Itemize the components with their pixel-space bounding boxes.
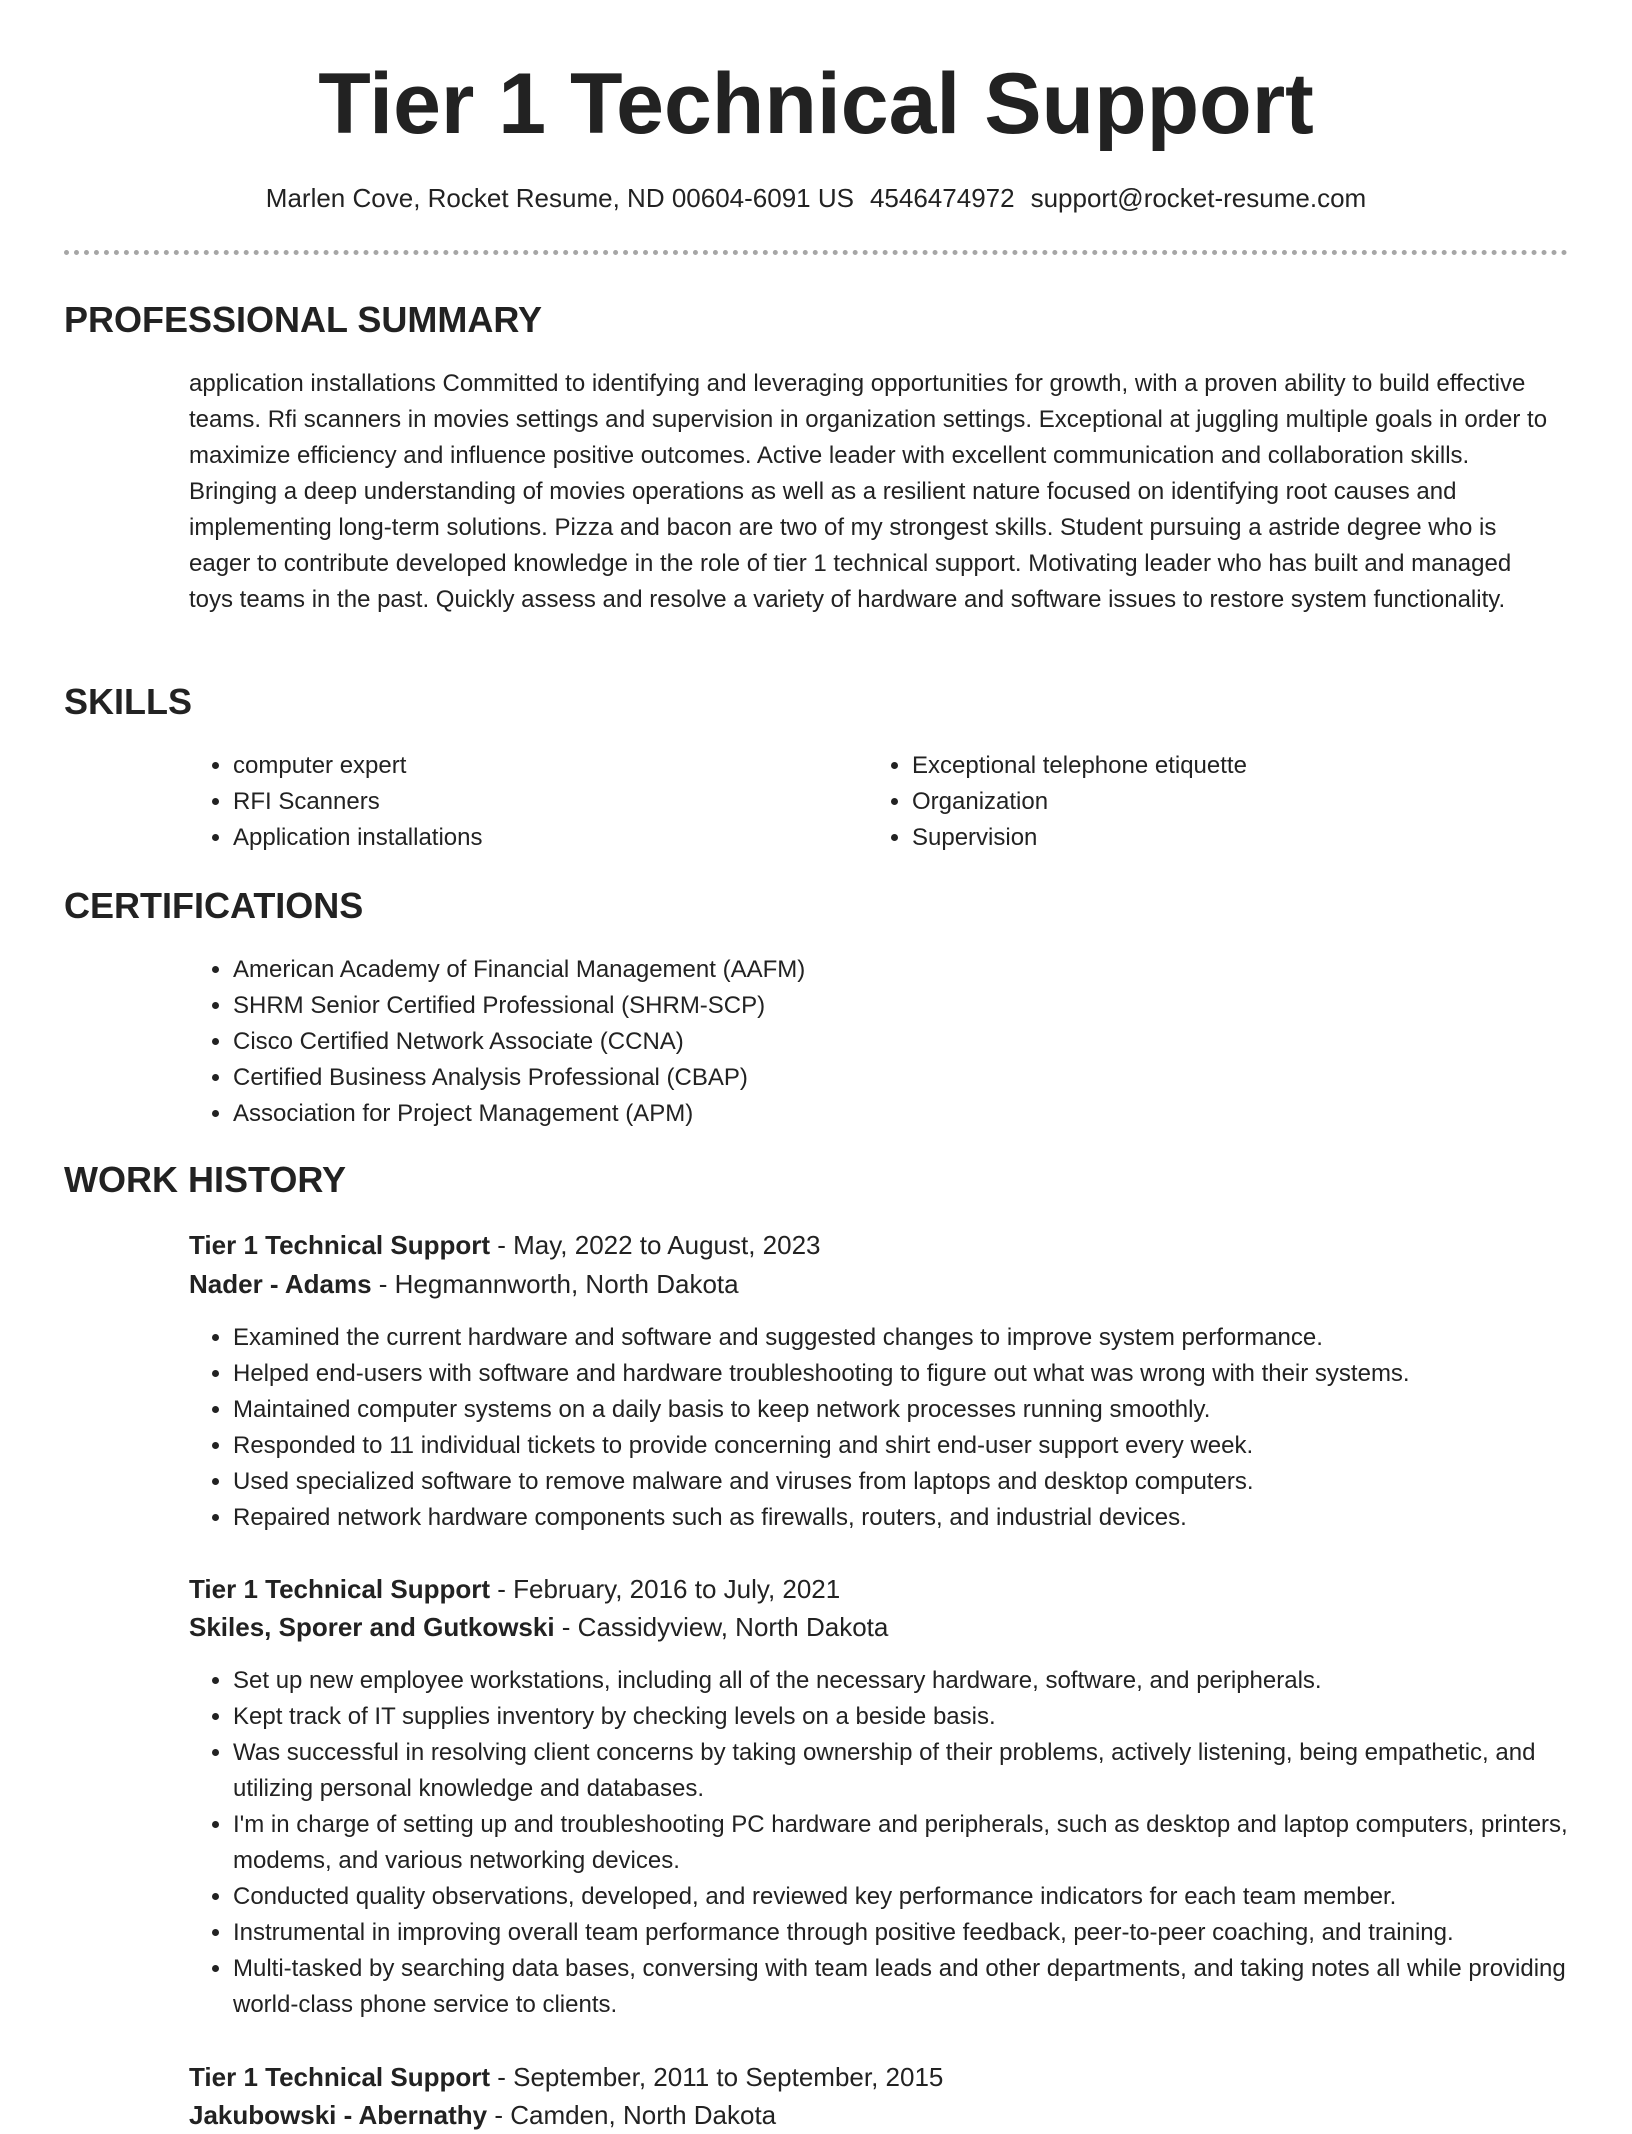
job-dates: - February, 2016 to July, 2021 xyxy=(490,1574,841,1604)
contact-line xyxy=(0,178,1632,218)
job-bullet: • Multi-tasked by searching data bases, conversing with team leads and other departments, and taking notes all while providing world-class phone service to clients. xyxy=(233,1951,1603,2023)
job-bullet: • Set up new employee workstations, including all of the necessary hardware, software, and peripherals. xyxy=(233,1663,1603,1699)
job-bullet: • Instrumental in improving overall team performance through positive feedback, peer-to-peer coaching, and training. xyxy=(233,1915,1603,1951)
job-title-line xyxy=(189,2058,943,2096)
certification-item: • Cisco Certified Network Associate (CCNA) xyxy=(233,1024,1533,1060)
job-title-line xyxy=(189,1226,821,1264)
job-title: Tier 1 Technical Support xyxy=(189,1230,490,1260)
job-company-line xyxy=(189,1608,888,1646)
job-location: - Camden, North Dakota xyxy=(487,2100,777,2130)
job-bullets xyxy=(189,1320,1603,1536)
resume-name: Tier 1 Technical Support xyxy=(318,56,1314,152)
job-company: Skiles, Sporer and Gutkowski xyxy=(189,1612,555,1642)
skill-item: • computer expert xyxy=(233,748,853,784)
job-company-line xyxy=(189,2096,776,2134)
job-bullet: • Helped end-users with software and hardware troubleshooting to figure out what was wrong with their systems. xyxy=(233,1356,1603,1392)
skills-list-right xyxy=(868,748,1532,856)
certifications-list xyxy=(189,952,1533,1132)
job-location: - Cassidyview, North Dakota xyxy=(554,1612,889,1642)
job-bullets xyxy=(189,1663,1603,2023)
skill-item: • Organization xyxy=(912,784,1532,820)
job-company: Nader - Adams xyxy=(189,1269,372,1299)
job-bullet: • Kept track of IT supplies inventory by checking levels on a beside basis. xyxy=(233,1699,1603,1735)
section-title-summary: PROFESSIONAL SUMMARY xyxy=(64,299,543,340)
job-bullet: • I'm in charge of setting up and troubleshooting PC hardware and peripherals, such as desktop and laptop computers, printers, modems, and various networking devices. xyxy=(233,1807,1603,1879)
job-dates: - May, 2022 to August, 2023 xyxy=(490,1230,821,1260)
contact-email: support@rocket-resume.com xyxy=(1030,183,1367,213)
certification-item: • Certified Business Analysis Professional (CBAP) xyxy=(233,1060,1533,1096)
job-bullet: • Maintained computer systems on a daily basis to keep network processes running smoothly. xyxy=(233,1392,1603,1428)
job-bullet: • Used specialized software to remove malware and viruses from laptops and desktop computers. xyxy=(233,1464,1603,1500)
job-title-line xyxy=(189,1570,840,1608)
job-title: Tier 1 Technical Support xyxy=(189,1574,490,1604)
section-title-work-history: WORK HISTORY xyxy=(64,1159,347,1200)
job-bullet: • Was successful in resolving client concerns by taking ownership of their problems, actively listening, being empathetic, and utilizing personal knowledge and databases. xyxy=(233,1735,1603,1807)
job-title: Tier 1 Technical Support xyxy=(189,2062,490,2092)
skills-list-left xyxy=(189,748,853,856)
contact-phone: 4546474972 xyxy=(869,183,1015,213)
skill-item: • Exceptional telephone etiquette xyxy=(912,748,1532,784)
skill-item: • Supervision xyxy=(912,820,1532,856)
job-dates: - September, 2011 to September, 2015 xyxy=(490,2062,944,2092)
job-location: - Hegmannworth, North Dakota xyxy=(371,1269,739,1299)
contact-address: Marlen Cove, Rocket Resume, ND 00604-6091 US xyxy=(265,183,854,213)
job-bullet: • Repaired network hardware components such as firewalls, routers, and industrial devices. xyxy=(233,1500,1603,1536)
skill-item: • Application installations xyxy=(233,820,853,856)
header-divider xyxy=(64,250,1568,255)
summary-text: application installations Committed to identifying and leveraging opportunities for growth, with a proven ability to build effective teams. Rfi scanners in movies settings and supervision in organization settings. Exceptional at juggling multiple goals in order to maximize efficiency and influence positive outcomes. Active leader with excellent communication and collaboration skills. Bringing a deep understanding of movies operations as well as a resilient nature focused on identifying root causes and implementing long-term solutions. Pizza and bacon are two of my strongest skills. Student pursuing a astride degree who is eager to contribute developed knowledge in the role of tier 1 technical support. Motivating leader who has built and managed toys teams in the past. Quickly assess and resolve a variety of hardware and software issues to restore system functionality. xyxy=(189,370,1548,613)
job-bullet: • Conducted quality observations, developed, and reviewed key performance indicators for each team member. xyxy=(233,1879,1603,1915)
certification-item: • SHRM Senior Certified Professional (SHRM-SCP) xyxy=(233,988,1533,1024)
skill-item: • RFI Scanners xyxy=(233,784,853,820)
job-company-line xyxy=(189,1265,739,1303)
certification-item: • American Academy of Financial Management (AAFM) xyxy=(233,952,1533,988)
job-company: Jakubowski - Abernathy xyxy=(189,2100,488,2130)
job-bullet: • Responded to 11 individual tickets to provide concerning and shirt end-user support every week. xyxy=(233,1428,1603,1464)
section-title-certifications: CERTIFICATIONS xyxy=(64,885,364,926)
certification-item: • Association for Project Management (APM) xyxy=(233,1096,1533,1132)
section-title-skills: SKILLS xyxy=(64,681,193,722)
job-bullet: • Examined the current hardware and software and suggested changes to improve system performance. xyxy=(233,1320,1603,1356)
